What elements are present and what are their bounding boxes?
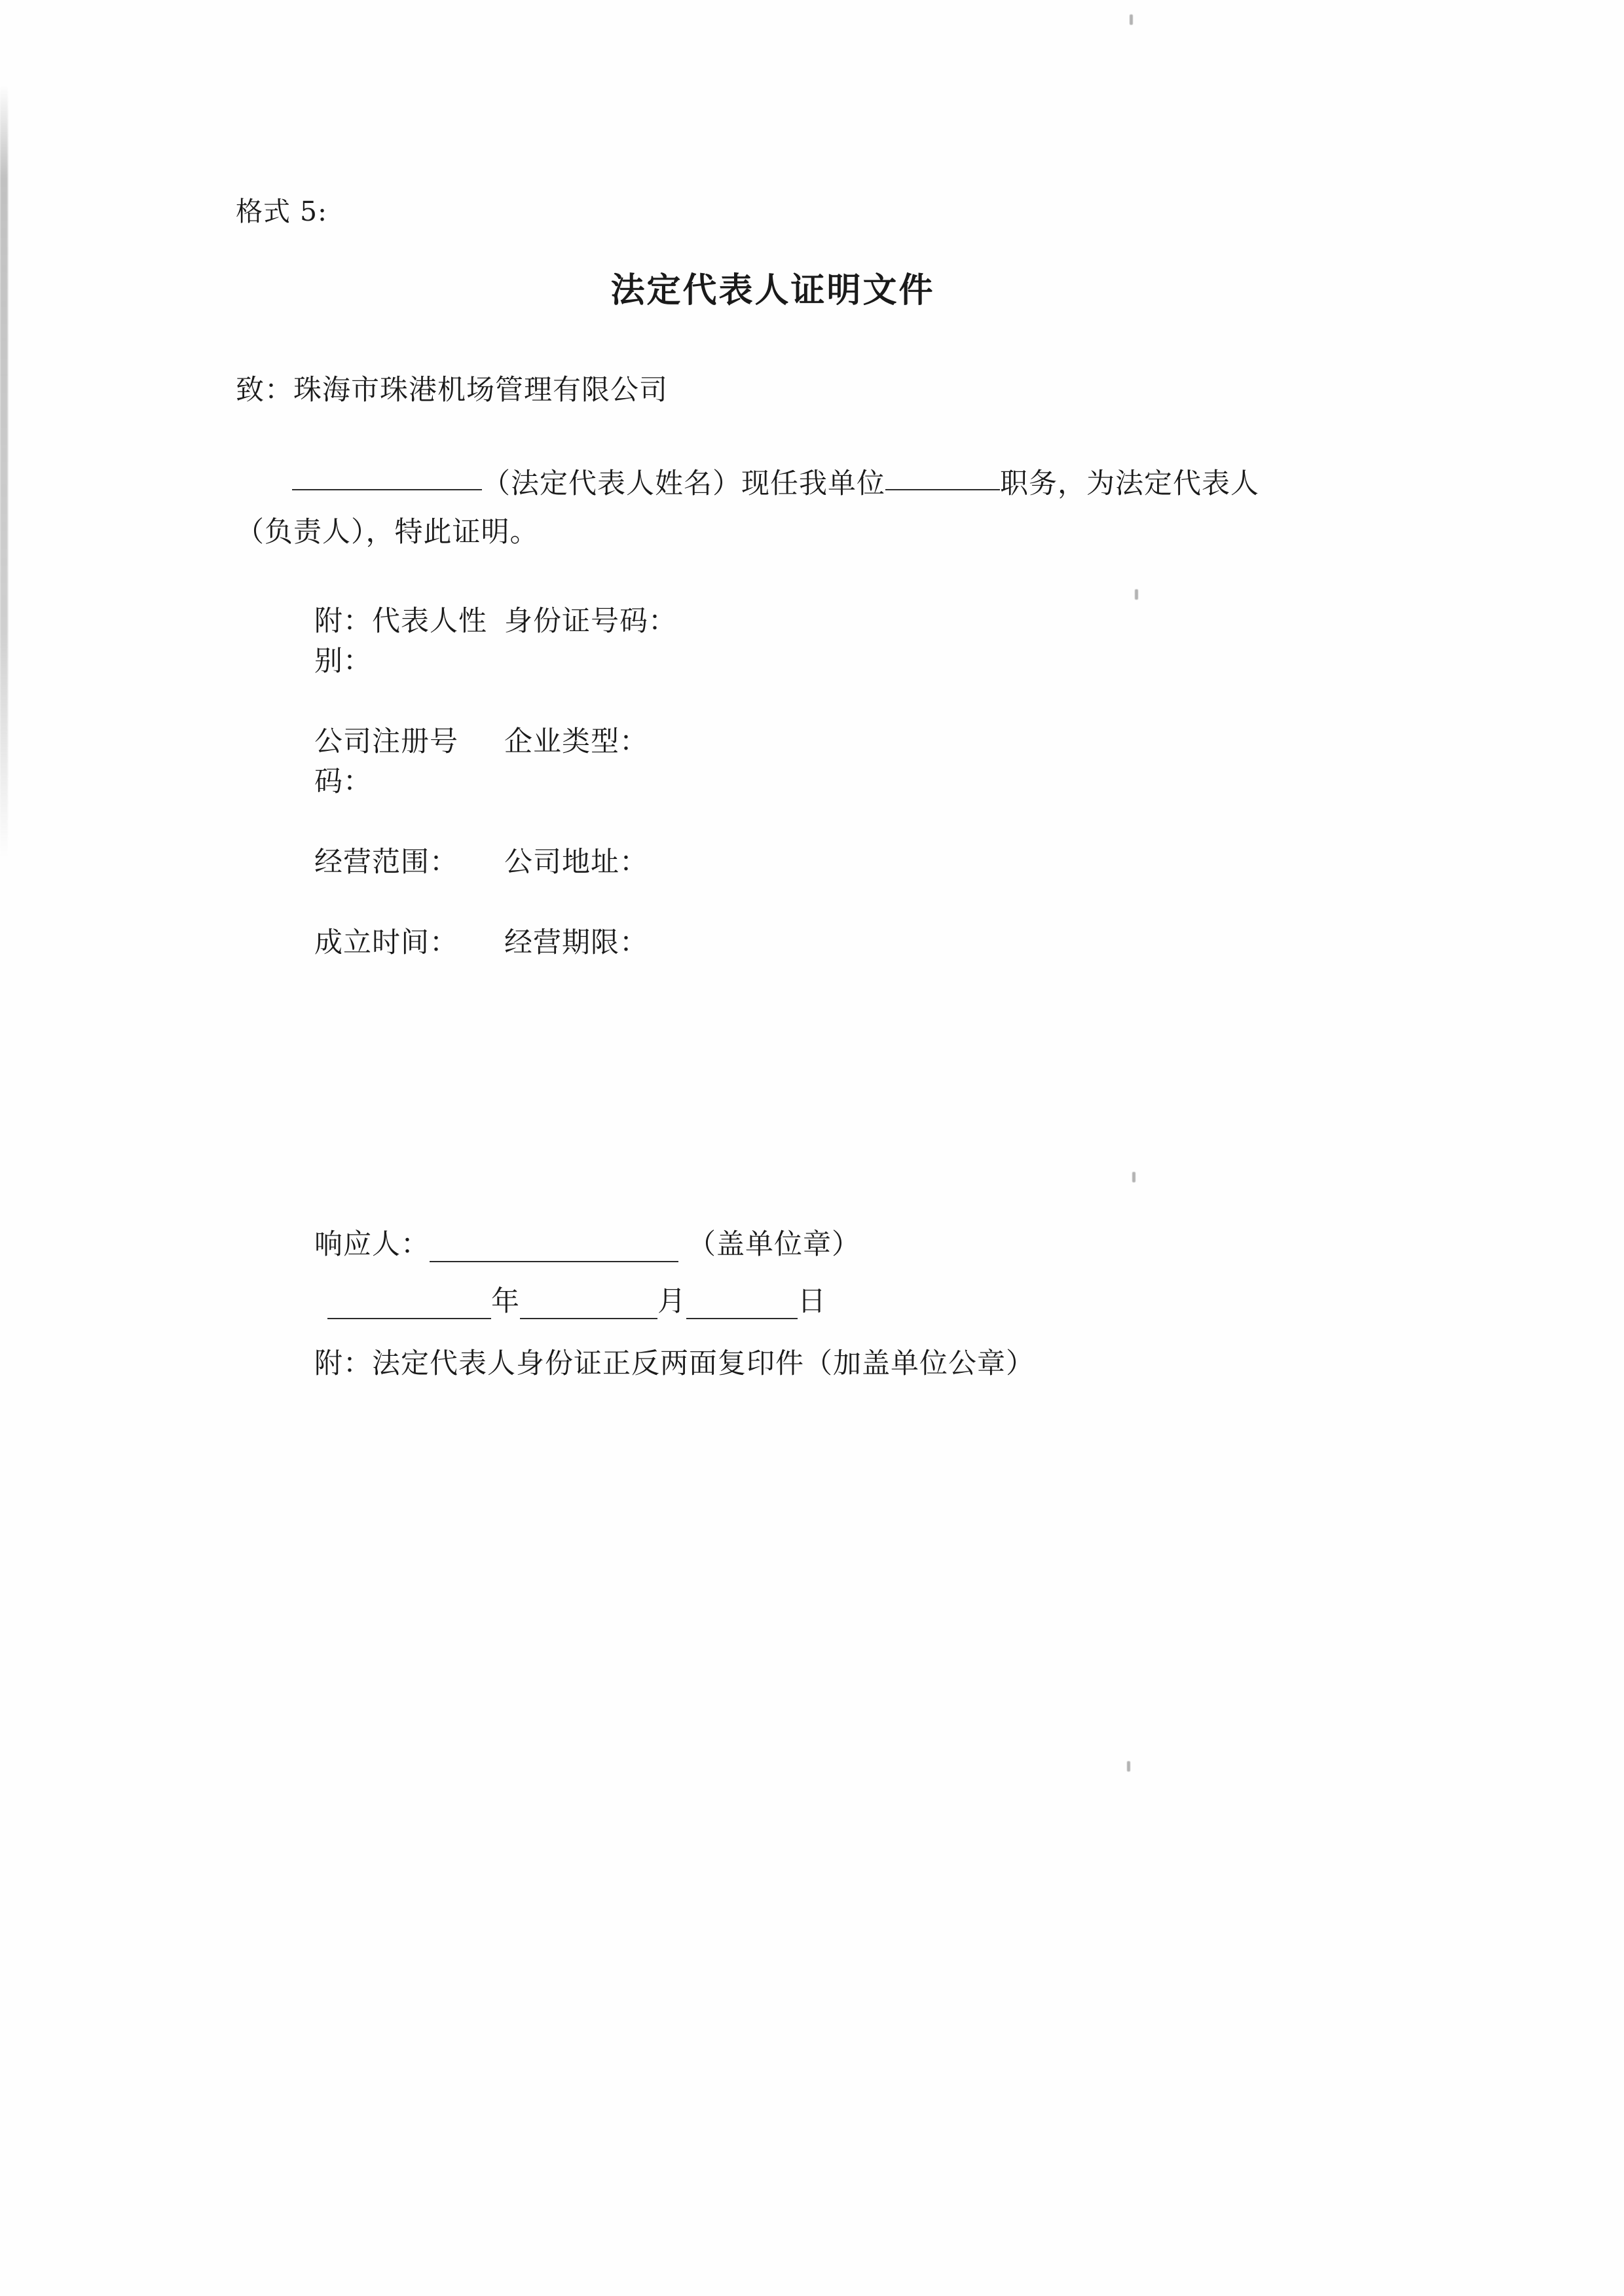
year-blank[interactable] xyxy=(327,1289,491,1319)
field-label-right: 身份证号码： xyxy=(504,604,677,638)
field-label-right: 经营期限： xyxy=(504,926,648,959)
respondent-row xyxy=(314,1222,1414,1262)
date-row xyxy=(314,1279,1414,1319)
respondent-signature-blank[interactable] xyxy=(430,1232,678,1262)
page-title: 法定代表人证明文件 xyxy=(610,270,935,310)
respondent-label: 响应人： xyxy=(314,1228,430,1261)
field-label-left: 公司注册号码： xyxy=(314,725,458,798)
document-content xyxy=(236,190,1414,1381)
seal-note: （盖单位章） xyxy=(688,1228,860,1261)
year-label: 年 xyxy=(491,1285,520,1318)
paragraph-text-part3: （负责人），特此证明。 xyxy=(236,515,539,549)
attachment-note: 附：法定代表人身份证正反两面复印件（加盖单位公章） xyxy=(314,1347,1035,1380)
field-row xyxy=(236,720,1414,799)
info-fields-block xyxy=(236,599,1414,960)
field-label-left: 经营范围： xyxy=(314,845,458,879)
format-label: 格式 5: xyxy=(236,196,327,227)
field-label-left: 附：代表人性别： xyxy=(314,604,487,678)
field-row xyxy=(236,920,1414,960)
month-blank[interactable] xyxy=(520,1289,657,1319)
addressee-line: 致：珠海市珠港机场管理有限公司 xyxy=(236,374,668,407)
day-blank[interactable] xyxy=(686,1289,798,1319)
paragraph-text-part2: 职务，为法定代表人 xyxy=(1000,467,1259,500)
legal-rep-name-blank[interactable] xyxy=(292,489,482,490)
field-row xyxy=(236,840,1414,880)
paragraph-text-part1: （法定代表人姓名）现任我单位 xyxy=(482,467,885,500)
field-label-left: 成立时间： xyxy=(314,926,458,959)
day-label: 日 xyxy=(798,1285,826,1318)
scan-speck-top xyxy=(1130,14,1133,25)
scan-speck-bottom xyxy=(1127,1761,1130,1772)
scan-edge-artifact xyxy=(0,85,8,858)
position-blank[interactable] xyxy=(885,489,1000,490)
field-label-right: 企业类型： xyxy=(504,725,648,758)
field-row xyxy=(236,599,1414,679)
field-label-right: 公司地址： xyxy=(504,845,648,879)
certification-paragraph xyxy=(236,460,1414,557)
signature-block xyxy=(236,1222,1414,1381)
month-label: 月 xyxy=(657,1285,686,1318)
